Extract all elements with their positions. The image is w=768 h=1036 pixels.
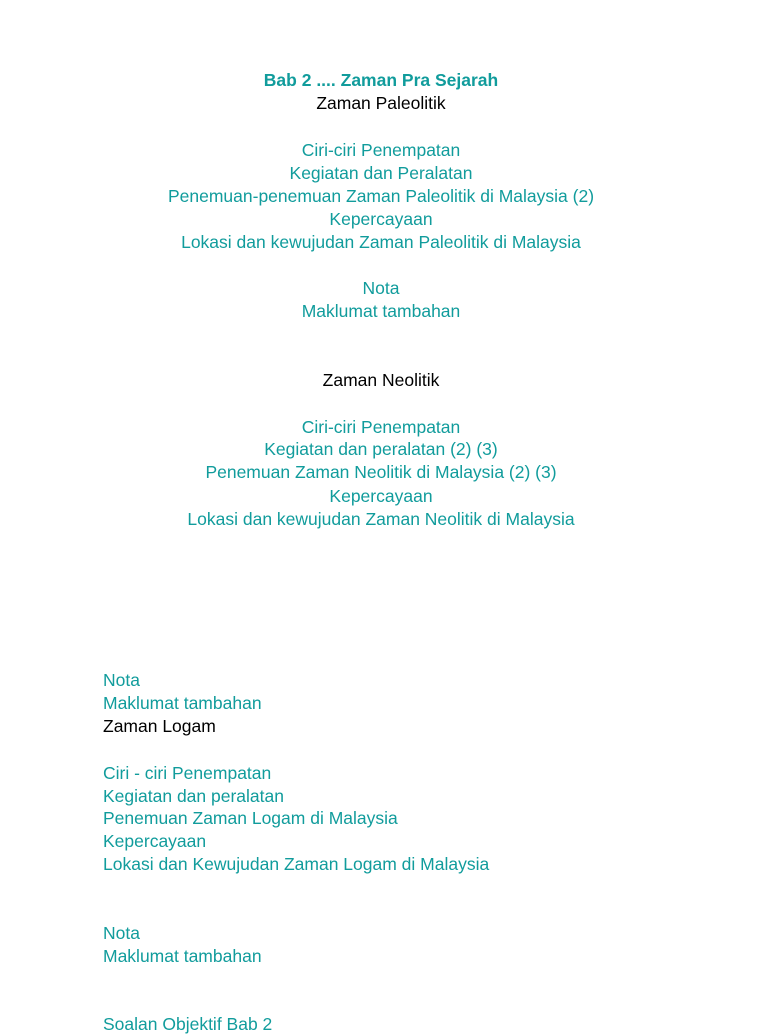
link-neolitik-kegiatan-peralatan[interactable]: Kegiatan dan peralatan (2) (3) xyxy=(264,439,498,459)
link-logam-penemuan[interactable]: Penemuan Zaman Logam di Malaysia xyxy=(103,808,398,828)
link-soalan-objektif[interactable]: Soalan Objektif Bab 2 xyxy=(103,1014,273,1034)
section-heading-logam: Zaman Logam xyxy=(103,716,216,736)
section-heading-paleolitik: Zaman Paleolitik xyxy=(316,93,446,113)
link-paleolitik-ciri-penempatan[interactable]: Ciri-ciri Penempatan xyxy=(301,140,461,160)
link-logam-lokasi[interactable]: Lokasi dan Kewujudan Zaman Logam di Malaysia xyxy=(103,854,490,874)
link-logam-kepercayaan[interactable]: Kepercayaan xyxy=(103,831,207,851)
link-neolitik-kepercayaan[interactable]: Kepercayaan xyxy=(329,486,433,506)
link-neolitik-maklumat-tambahan[interactable]: Maklumat tambahan xyxy=(103,693,262,713)
link-neolitik-penemuan[interactable]: Penemuan Zaman Neolitik di Malaysia (2) (3) xyxy=(205,462,557,482)
link-paleolitik-kepercayaan[interactable]: Kepercayaan xyxy=(329,209,433,229)
link-paleolitik-penemuan[interactable]: Penemuan-penemuan Zaman Paleolitik di Malaysia (2) xyxy=(167,186,595,206)
link-logam-maklumat-tambahan[interactable]: Maklumat tambahan xyxy=(103,946,262,966)
link-paleolitik-nota[interactable]: Nota xyxy=(362,278,400,298)
page-title-link[interactable]: Bab 2 .... Zaman Pra Sejarah xyxy=(263,70,499,90)
link-neolitik-nota[interactable]: Nota xyxy=(103,670,140,690)
link-logam-nota[interactable]: Nota xyxy=(103,923,140,943)
link-neolitik-ciri-penempatan[interactable]: Ciri-ciri Penempatan xyxy=(301,417,461,437)
link-paleolitik-lokasi[interactable]: Lokasi dan kewujudan Zaman Paleolitik di Malaysia xyxy=(181,232,581,252)
link-paleolitik-maklumat-tambahan[interactable]: Maklumat tambahan xyxy=(301,301,461,321)
link-neolitik-lokasi[interactable]: Lokasi dan kewujudan Zaman Neolitik di Malaysia xyxy=(187,509,575,529)
link-logam-kegiatan-peralatan[interactable]: Kegiatan dan peralatan xyxy=(103,786,284,806)
section-heading-neolitik: Zaman Neolitik xyxy=(322,370,440,390)
link-logam-ciri-penempatan[interactable]: Ciri - ciri Penempatan xyxy=(103,763,272,783)
link-paleolitik-kegiatan-peralatan[interactable]: Kegiatan dan Peralatan xyxy=(289,163,473,183)
